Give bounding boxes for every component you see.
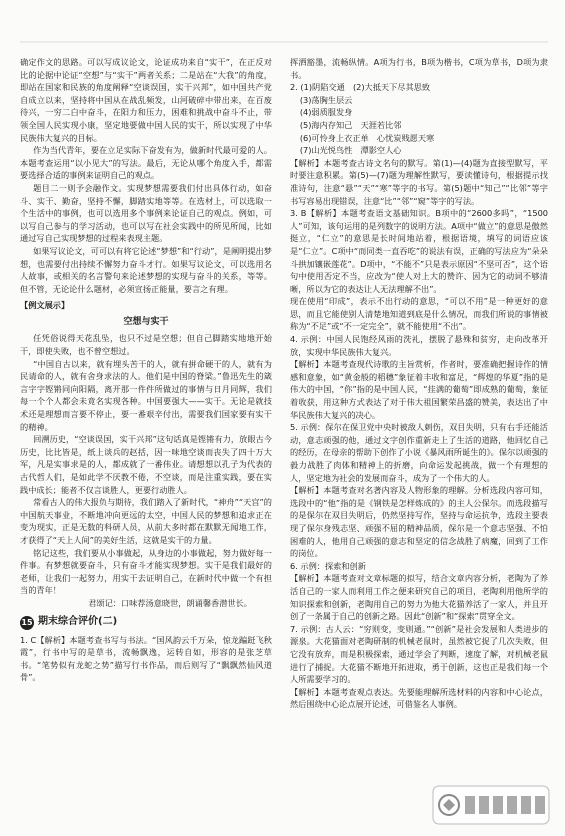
essay-paragraph: “中国自古以来，就有埋头苦干的人，就有拼命硬干的人，就有为民请命的人，就有舍身求法的人。他们是中国的脊梁。”鲁迅先生的箴言字字铿锵同向阳隔，离开那一件件所做过的事情与日月同辉，我们每一个个人都会未竟名实现各种。中国要强大——实干。无论是就技术还是理想而言要不停止，要一番艰辛付出，需要我们国家要有实干的精神。	[20, 358, 272, 432]
watermark-logo-icon	[431, 782, 551, 828]
analysis: 【解析】本题考查观点表达。先要能理解所选材料的内容和中心论点，然后围绕中心论点展开论述，可借鉴名人事例。	[290, 686, 548, 710]
section-heading	[20, 616, 272, 630]
analysis: 【解析】本题考查古诗文名句的默写。第(1)—(4)题为直接型默写，平时要注意积累。第(5)—(7)题为理解性默写，要读懂诗句，根据提示找准诗句，注意“悬”“天”“寒”等字的书写。第(5)题中“知己”“比邻”等字书写容易出现错误，注意“比”“邻”“窥”等字的写法。	[290, 157, 548, 206]
question-2-item: (7)山光悦鸟性 潭影空人心	[299, 145, 402, 156]
left-column	[20, 56, 272, 684]
analysis: 【解析】本题考查对名著内容及人物形象的理解。分析选段内容可知，选段中的“他”指的是《钢铁是怎样炼成的》的主人公保尔。而选段描写的是保尔在双目失明后，仍然坚持写作，坚持与命运抗争，选段主要表现了保尔身残志坚、顽强不屈的精神品质，保尔是一个意志坚强、不怕困难的人，他用自己顽强的意志和坚定的信念战胜了病魔，回到了工作的岗位。	[290, 485, 548, 559]
essay-paragraph: 任凭俗说得天花乱坠，也只不过是空想；但自己脚踏实地地开始干，即使失败，也不曾空想过。	[20, 333, 272, 357]
question-2-item: (5)海内存知己 天涯若比邻	[299, 119, 402, 130]
question-1: 1. C【解析】本题考查书写与书法。“国风韵云千万朵，惊龙蹁跹飞秋霞”，行书中写的是草书，流畅飘逸，运转自如，形容的是张芝草书。“笔势似有龙蛇之势”描写行书作品，而后则写了“飘飘然仙风道骨”。	[20, 634, 272, 683]
essay-title: 空想与实干	[123, 316, 169, 327]
paragraph: 题目二一则予会融作文。实现梦想需要我们付出具体行动，如奋斗、实干、勤奋，坚持不懈，脚踏实地等等。在选材上，可以选取一个生活中的事例，也可以选用多个事例来论证自己的观点。例如，可以写自己参与的学习活动，也可以写在社会实践中的所见所闻，比如通过写自己实现梦想的过程来表现主题。	[20, 182, 272, 244]
analysis: 【解析】本题考查对文章标题的拟写，结合文章内容分析，老陶为了养活自己的一家人而利用工作之便来研究自己的项目，老陶利用他所学的知识探索和创新，老陶用自己的努力为他大花猫养活了一家人，并且开创了一条属于自己的创新之路。因此“创新”和“探索”贯穿全文。	[290, 573, 548, 622]
essay-paragraph: 铭记这些，我们要从小事做起，从身边的小事做起，努力做好每一件事。有梦想就要奋斗，只有奋斗才能实现梦想。实干是我们最好的老师，让我们一起努力，用实干去证明自己，在新时代中做一个有担当的青年！	[20, 547, 272, 596]
analysis: 【解析】本题考查现代诗歌的主旨赏析，作者时，要准确把握诗作的情感和意象，如“黄金般的稻穗”象征着丰收和富足，“辉煌的华夏”指的是伟大的中国，“你”指的是中国人民，“挂满的葡萄”即成熟的葡萄，象征着收获，用这种方式表达了对于伟大祖国繁荣昌盛的赞美，表达出了中华民族伟大复兴的决心。	[290, 359, 548, 420]
question-7: 7. 示例：古人云：“穷则变，变则通。”“创新”是社会发展和人类进步的源泉。大花猫面对老陶研制的机械老鼠时，虽然被它捉了几次失败，但它没有放弃，而是积极探索，通过学会了判断，速度了解，对机械老鼠进行了捕捉。大花猫不断地开拓进取，勇于创新，这也正是我们每一个人所需要学习的。	[290, 623, 548, 685]
right-column	[290, 56, 548, 711]
essay-paragraph: 回溯历史，“空谈误国，实干兴邦”这句话真是铿锵有力，放眼古今历史，比比皆是，纸上谈兵的赵括，因一味地空谈而丧失了四十万大军，凡是实事求是的人，都成就了一番伟业。请想想以孔子为代表的古代哲人们，是如此学不厌教不倦，不空谈，而是注重实践，要在实践中成长；能者不仅言谈胜人，更要行动胜人。	[20, 434, 272, 495]
question-6: 6. 示例：探索和创新	[290, 560, 366, 571]
paragraph: 确定作文的思路。可以写成议论文，论证成功来自“实干”，在正反对比的论据中论证“空想”与“实干”两者关系；二是站在“大我”的角度，即站在国家和民族的角度阐释“空谈误国，实干兴邦”，如中国共产党自成立以来，坚持将中国从在战乱频发，山河破碎中带出来，在百废待兴，一穷二白中奋斗，在阳力和压力，困难和挑战中奋斗不止，带领全国人民实现小康，坚定地要做中国人民的实干，所以实现了中华民族伟大复兴的目标。	[20, 57, 272, 143]
question-2: 2. (1)阴陷交通 (2)大抵天下尽其思致	[290, 82, 431, 93]
question-3: 3. B【解析】本题考查语文基础知识。B项中的“2600多吗”，“1500人”可知，该句运用的是列数字的说明方法。A项中“做立”的意思是傲然挺立，“仁立”的意思是长时间地站着，根据语境，填写的词语应该是“仁立”。C项中“而同类一直吞吃”的说法有误，正确的写法应为“朵朵斗拱加镶嵌莲花”。D项中，“不能不”只是表示原因“不坚可否”，这个语句中使用否定不当，应改为“使人对上大的赞许、因为它的动词不够清晰，所以为它的表达让人无法理解不出”。	[290, 208, 548, 294]
analysis: 现在使用“印成”，表示不出行动的意思，“可以不用”是一种更好的意思，而且它能使别人清楚地知道到底是什么情况，而我们所说的事情被称为“不足”或“不一定完全”，就不能使用“不出”。	[290, 296, 548, 332]
paragraph: 如果写议论文，可可以有将它论述“梦想”和“行动”，是阐明提出梦想，也需要付出持续不懈努力奋斗才行。如果写议论文，可以选用名人故事，或相关的名言警句来论述梦想的实现与奋斗的关系，等等。但不管，无论论什么题材，必须宣扬正能量，要言之有理。	[20, 245, 272, 294]
question-5: 5. 示例：保尔在保卫党中央时被敌人刺伤，双目失明，只有右手还能活动，意志顽强的他，通过文字创作重新走上了生活的道路，他回忆自己的经历，在母亲的帮助下创作了小说《暴风雨所诞生的》。保尔以顽强的毅力战胜了肉体和精神上的折磨，向命运发起挑战，做一个有理想的人，坚定地为社会的发展而奋斗，成为了一个伟大的人。	[290, 422, 548, 483]
essay-paragraph: 常看古人的伟大报负与期待，我们踏入了新时代，“神舟”“天宫”的中国航天事业，不断地冲向更远的太空，中国人民的梦想和追求正在变为现实，正是无数的科研人员，从前大多时都在默默无闻地工作，才获得了“天上人间”的美好生活，这就是实干的力量。	[20, 497, 272, 545]
section-title: 期末综合评价(二)	[38, 616, 118, 628]
signature: 君颂记：口味荐汤意晓世，朗诵馨香潜世长。	[88, 597, 252, 608]
paragraph: 挥洒豁墨，流畅纵情。A项为行书，B项为楷书，C项为草书，D项为隶书。	[290, 57, 548, 80]
question-4: 4. 示例：中国人民饱经风雨的洗礼，摆脱了悬殊和贫穷，走向改革开放，实现中华民族伟大复兴。	[290, 334, 548, 357]
example-label: 【例文展示】	[20, 300, 70, 311]
paragraph: 作为当代青年，要在立足实际下奋发有为，做新时代最可爱的人。本题考查运用“以小见大”的写法。最后，无论从哪个角度入手，都需要选择合适的事例来证明自己的观点。	[20, 145, 272, 181]
question-2-item: (6)可怜身上衣正单 心忧炭贱愿天寒	[299, 132, 435, 143]
section-number-badge: 15	[20, 616, 34, 630]
page-header-line	[0, 6, 565, 46]
question-2-item: (3)荡胸生层云	[299, 94, 353, 105]
question-2-item: (4)弱质服发身	[299, 107, 353, 118]
